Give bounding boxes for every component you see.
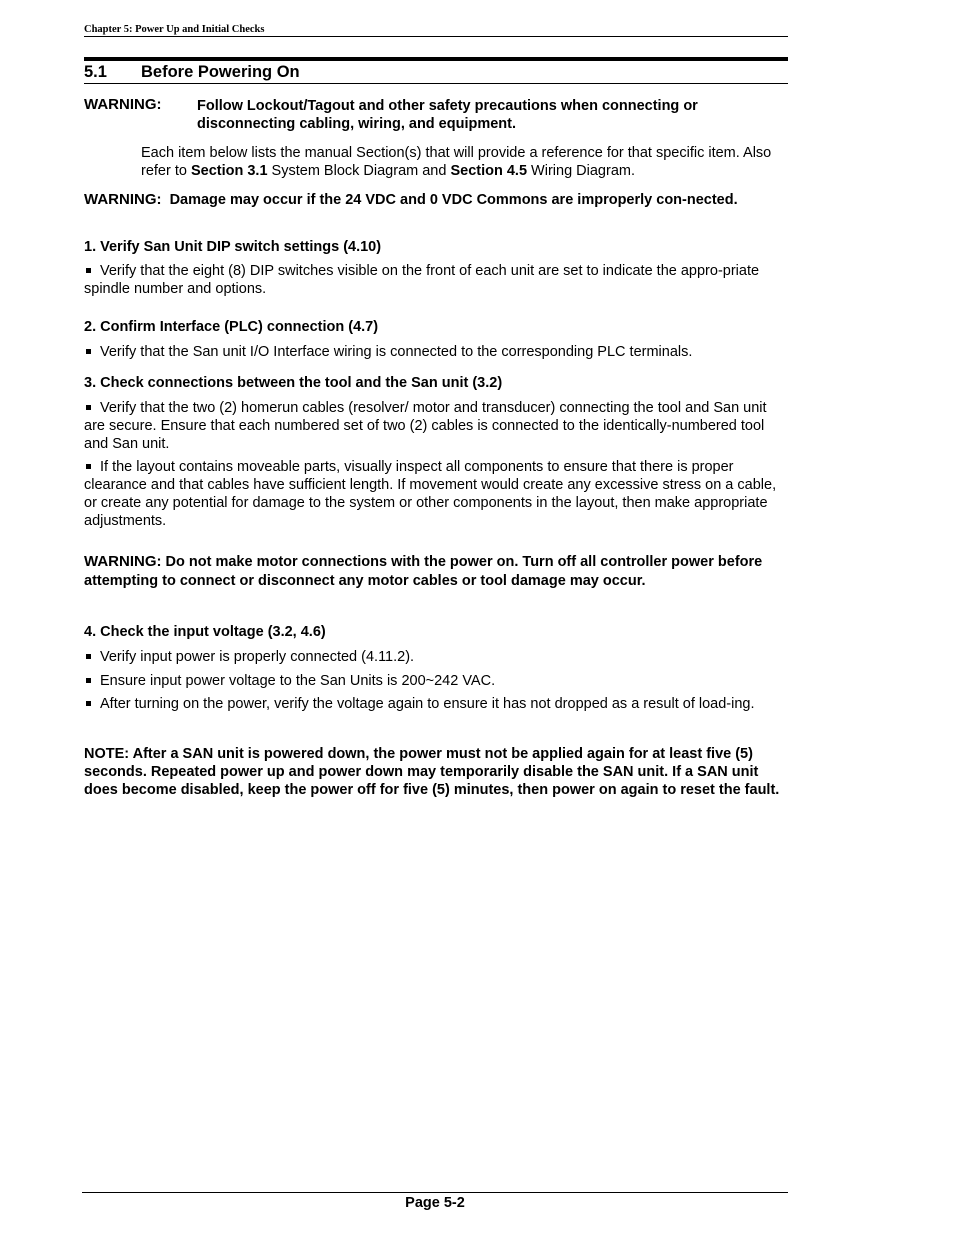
list-item: If the layout contains moveable parts, visually inspect all components to ensure that there is proper clearance and that cables have sufficient length. If movement would create any excessive stress on a cable, or create any potential for damage to the system or other components in the layout, then make appropriate adjustments. xyxy=(84,459,777,529)
bullet-icon xyxy=(86,701,91,706)
warning-text: Damage may occur if the 24 VDC and 0 VDC Commons are improperly con-nected. xyxy=(169,192,738,208)
bullet-icon xyxy=(86,654,91,659)
warning-label: WARNING: xyxy=(84,191,162,208)
page-number: Page 5-2 xyxy=(405,1195,465,1211)
footer-rule xyxy=(82,1192,788,1193)
list-item: After turning on the power, verify the voltage again to ensure it has not dropped as a result of load-ing. xyxy=(84,695,782,713)
step-4-heading: 4. Check the input voltage (3.2, 4.6) xyxy=(84,624,326,640)
ref-text-3: Wiring Diagram. xyxy=(527,163,635,179)
warning-commons xyxy=(84,191,764,209)
section-heading xyxy=(84,63,788,84)
ref-text-2: System Block Diagram and xyxy=(267,163,451,179)
ref-section-3-1: Section 3.1 xyxy=(190,163,268,179)
list-item: Verify that the eight (8) DIP switches visible on the front of each unit are set to indicate the appro-priate spindle number and options. xyxy=(84,263,760,297)
warning-text: Follow Lockout/Tagout and other safety precautions when connecting or disconnecting cabling, wiring, and equipment. xyxy=(197,98,698,132)
running-header: Chapter 5: Power Up and Initial Checks xyxy=(84,24,788,37)
list-item: Verify input power is properly connected (4.11.2). xyxy=(84,648,788,666)
header-rule xyxy=(84,57,788,61)
bullet-icon xyxy=(86,678,91,683)
step-3-heading: 3. Check connections between the tool and the San unit (3.2) xyxy=(84,375,503,391)
bullet-icon xyxy=(86,405,91,410)
ref-section-4-5: Section 4.5 xyxy=(450,163,528,179)
section-title: Before Powering On xyxy=(141,63,300,81)
list-item: Ensure input power voltage to the San Units is 200~242 VAC. xyxy=(84,672,788,690)
list-item: Verify that the San unit I/O Interface wiring is connected to the corresponding PLC terminals. xyxy=(84,343,788,361)
reference-note xyxy=(141,144,791,180)
warning-label: WARNING: xyxy=(84,96,162,113)
warning-label: WARNING: xyxy=(84,553,162,570)
list-item: Verify that the two (2) homerun cables (resolver/ motor and transducer) connecting the tool and San unit are secure. Ensure that each numbered set of two (2) cables is connected to the identically-numbered tool and San unit. xyxy=(84,400,767,452)
bullet-icon xyxy=(86,349,91,354)
warning-motor xyxy=(84,552,788,591)
section-number: 5.1 xyxy=(84,63,107,81)
bullet-icon xyxy=(86,268,91,273)
warning-text: Do not make motor connections with the power on. Turn off all controller power before attempting to connect or disconnect any motor cables or tool damage may occur. xyxy=(84,554,763,589)
ref-text-1: Each item below lists the manual Section(s) that will provide a reference for that specific item. Also refer to xyxy=(141,145,772,179)
note-power-cycle: NOTE: After a SAN unit is powered down, the power must not be applied again for at least five (5) seconds. Repeated power up and power down may temporarily disable the SAN unit. If a SAN unit does become disabled, keep the power off for five (5) minutes, then power on again to reset the fault. xyxy=(84,746,780,798)
step-2-heading: 2. Confirm Interface (PLC) connection (4.7) xyxy=(84,319,379,335)
step-1-heading: 1. Verify San Unit DIP switch settings (4.10) xyxy=(84,239,382,255)
bullet-icon xyxy=(86,464,91,469)
